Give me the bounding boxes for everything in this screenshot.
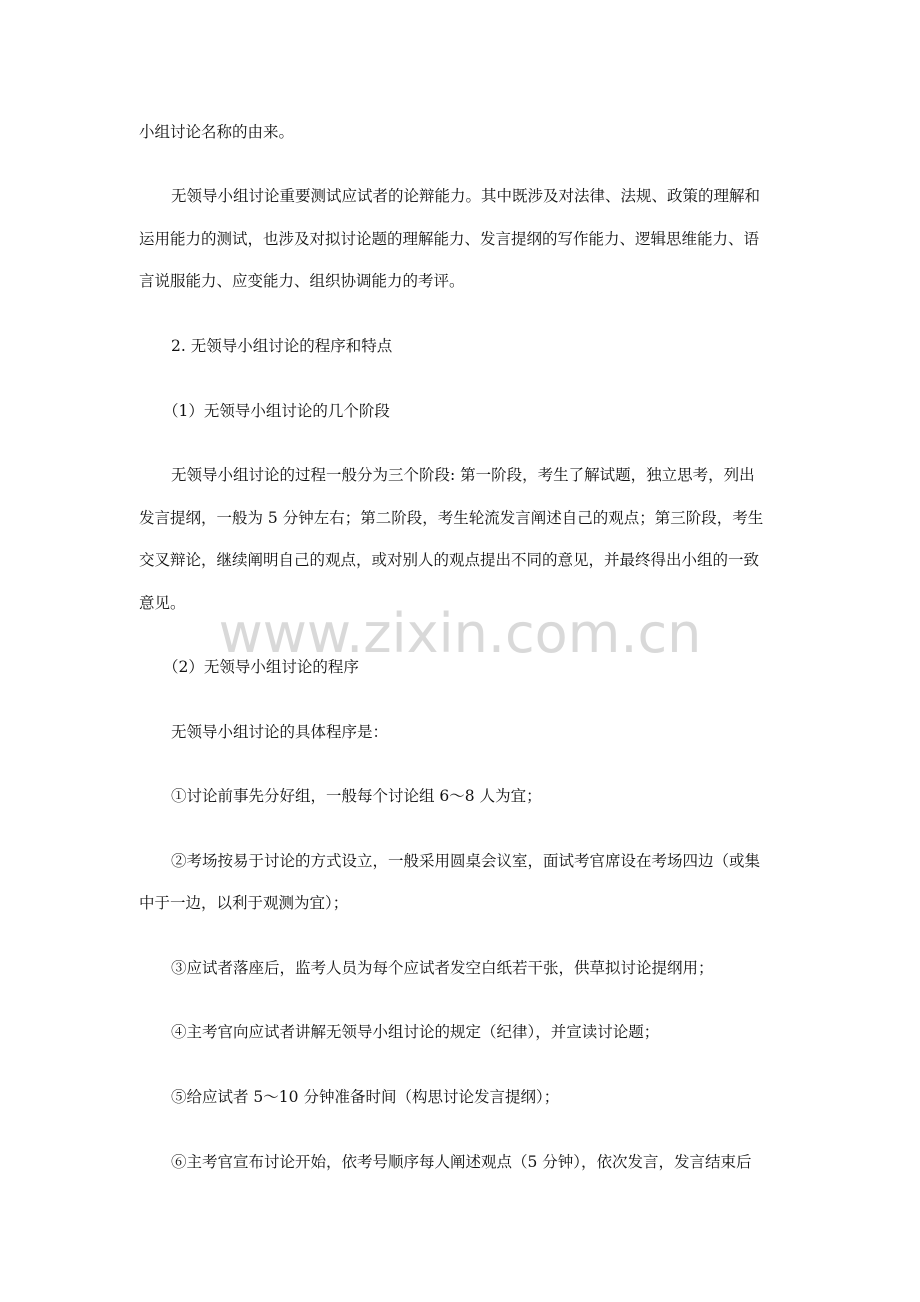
paragraph-line: 意见。	[139, 594, 186, 612]
subsection-heading: （2）无领导小组讨论的程序	[163, 658, 359, 676]
subsection-heading: （1）无领导小组讨论的几个阶段	[163, 402, 390, 420]
list-item: ①讨论前事先分好组，一般每个讨论组 6～8 人为宜；	[171, 787, 542, 805]
paragraph-line: 小组讨论名称的由来。	[139, 123, 295, 141]
paragraph-line: 发言提纲，一般为 5 分钟左右；第二阶段，考生轮流发言阐述自己的观点；第三阶段，考生	[139, 509, 764, 527]
paragraph-line: 无领导小组讨论的具体程序是：	[171, 723, 389, 741]
section-heading: 2. 无领导小组讨论的程序和特点	[171, 337, 393, 355]
list-item-continuation: 中于一边，以利于观测为宜）；	[139, 894, 349, 912]
paragraph-line: 运用能力的测试，也涉及对拟讨论题的理解能力、发言提纲的写作能力、逻辑思维能力、语	[139, 230, 760, 248]
watermark: www.zixin.com.cn	[218, 602, 702, 665]
list-item: ⑤给应试者 5～10 分钟准备时间（构思讨论发言提纲）；	[171, 1088, 560, 1106]
paragraph-line: 交叉辩论，继续阐明自己的观点，或对别人的观点提出不同的意见，并最终得出小组的一致	[139, 551, 760, 569]
list-item: ③应试者落座后，监考人员为每个应试者发空白纸若干张，供草拟讨论提纲用；	[171, 959, 714, 977]
list-item: ④主考官向应试者讲解无领导小组讨论的规定（纪律），并宣读讨论题；	[171, 1023, 660, 1041]
paragraph-line: 无领导小组讨论重要测试应试者的论辩能力。其中既涉及对法律、法规、政策的理解和	[171, 187, 761, 205]
list-item: ②考场按易于讨论的方式设立，一般采用圆桌会议室，面试考官席设在考场四边（或集	[171, 852, 761, 870]
paragraph-line: 无领导小组讨论的过程一般分为三个阶段: 第一阶段，考生了解试题，独立思考，列出	[171, 466, 755, 484]
paragraph-line: 言说服能力、应变能力、组织协调能力的考评。	[139, 272, 465, 290]
list-item: ⑥主考官宣布讨论开始，依考号顺序每人阐述观点（5 分钟），依次发言，发言结束后	[171, 1153, 752, 1171]
